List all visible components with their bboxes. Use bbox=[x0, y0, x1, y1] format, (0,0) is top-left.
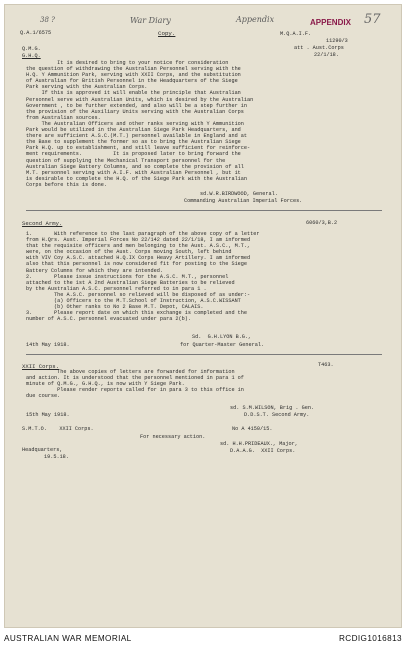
letter-3-body: The above copies of letters are forwarded for information and action. It is understood that the personnel mentioned in para 1 of minute of Q.M.G., G.H.Q., is now with Y Siege Park. Please render reports called for in para 3 to this office in due course. bbox=[26, 369, 244, 400]
letter-4-reference: No A 4150/15. bbox=[232, 426, 273, 432]
letter-2-body: 1. With reference to the last paragraph of the above copy of a letter from H.Qrs. Aust. Imperial Forces No 22/142 dated 22/1/18, I am informed that the requisite officers and men belonging to the Aust. A.S.C., M.T., were, on the occasion of the Aust. Corps moving South, left behind with VIV Coy A.S.C. attached H.Q.IX Corps Heavy Artillery. I am informed also that this personnel is now considered fit for posting to the Siege Battery Columns for which they are intended. 2. Please issue instructions for the A.S.C. M.T., personnel attached to the 1st A 2nd Australian Siege Batteries to be relieved by the Australian A.S.C. personnel referred to in para 1 . The A.S.C. personnel so relieved will be disposed of as under:- (a) Officers to the M.T.School of Instruction, A.S.C.WISSANT (b) Other ranks to No 2 Base M.T. Depot, CALAIS. 3. Please report date on which this exchange is completed and the number of A.S.C. personnel evacuated under para 2(b). bbox=[26, 231, 260, 323]
letter-3-signature-title: D.D.S.T. Second Army. bbox=[244, 412, 310, 418]
letter-4-action: For necessary action. bbox=[140, 434, 206, 440]
footer-archive-name: AUSTRALIAN WAR MEMORIAL bbox=[4, 634, 132, 643]
appendix-number: 57 bbox=[364, 12, 381, 27]
letter-4-signature-title: D.A.A.G. XXII Corps. bbox=[230, 448, 296, 454]
letter-2-heading: Second Army. bbox=[22, 220, 63, 227]
reference-left: Q.A.1/6575 bbox=[20, 30, 52, 36]
letter-2-signature-title: for Quarter-Master General. bbox=[180, 342, 265, 348]
reference-right: 11290/3 bbox=[326, 38, 348, 44]
handwritten-war-diary: War Diary bbox=[130, 16, 171, 25]
letter-3-date: 15th May 1918. bbox=[26, 412, 70, 418]
letter-3-heading: XXII Corps. bbox=[22, 363, 59, 370]
letter-4-signature: sd. H.H.PRIDEAUX., Major, bbox=[220, 441, 298, 447]
footer-record-id: RCDIG1016813 bbox=[338, 634, 402, 643]
from-left: Q.M.G. bbox=[22, 46, 41, 52]
divider bbox=[26, 354, 382, 355]
letter-3-reference: T463. bbox=[318, 362, 334, 368]
letter-2-signature: Sd. G.H.LYON B.G., bbox=[192, 334, 252, 340]
to-left: G.H.Q. bbox=[22, 53, 41, 59]
letter-1-signature-title: Commanding Australian Imperial Forces. bbox=[184, 198, 303, 204]
from-right: M.Q.A.I.F. bbox=[280, 31, 312, 37]
letter-2-reference: 6060/3,B.2 bbox=[306, 220, 338, 226]
letter-4-date: 19.5.18. bbox=[44, 454, 69, 460]
att-line: att . Aust.Corps bbox=[294, 45, 344, 51]
letter-4-place: Headquarters, bbox=[22, 447, 63, 453]
handwritten-note: 38 ? bbox=[40, 16, 55, 24]
divider bbox=[26, 210, 382, 211]
copy-label: Copy. bbox=[158, 30, 176, 37]
document-page bbox=[4, 4, 402, 628]
letter-1-body: It is desired to bring to your notice for consideration the question of withdrawing the Australian Personnel serving with the H.Q. Y Ammunition Park, serving with XXII Corps, and the substitution of Australian for British Personnel in the Headquarters of the Siege Park serving with the Australian Corps. If this is approved it will enable the principle that Australian Personnel serve with Australian Units, which is desired by the Australian Government , to be further extended, and also will be a step further in the provision of the Auxiliary Units serving with the Australian Corps from Australian sources. The Australian Officers and other ranks serving with Y Ammunition Park would be utilized in the Australian Siege Park Headquarters, and there are sufficient A.S.C.(M.T.) personnel available in England and at the Base to supplement the former so as to bring the Australian Siege Park H.Q. up to establishment, and still leave sufficient for reinforce- ment requirements. It is proposed later to bring forward the question of supplying the Mechanical Transport personnel for the Australian Siege Battery Columns, and so complete the provision of all M.T. personnel serving with A.I.F. with Australian Personnel , but it is desirable to complete the H.Q. of the Siege Park with the Australian Corps before this is done. bbox=[26, 60, 254, 188]
letter-date: 22/1/18. bbox=[314, 52, 339, 58]
letter-3-signature: sd. S.M.WILSON, Brig . Gen. bbox=[230, 405, 315, 411]
handwritten-appendix: Appendix bbox=[236, 15, 275, 24]
letter-1-signature: sd.W.R.BIRDWOOD, General. bbox=[200, 191, 278, 197]
appendix-stamp: APPENDIX bbox=[310, 18, 351, 27]
letter-4-addressee: S.M.T.O. XXII Corps. bbox=[22, 426, 94, 432]
letter-2-date: 14th May 1918. bbox=[26, 342, 70, 348]
